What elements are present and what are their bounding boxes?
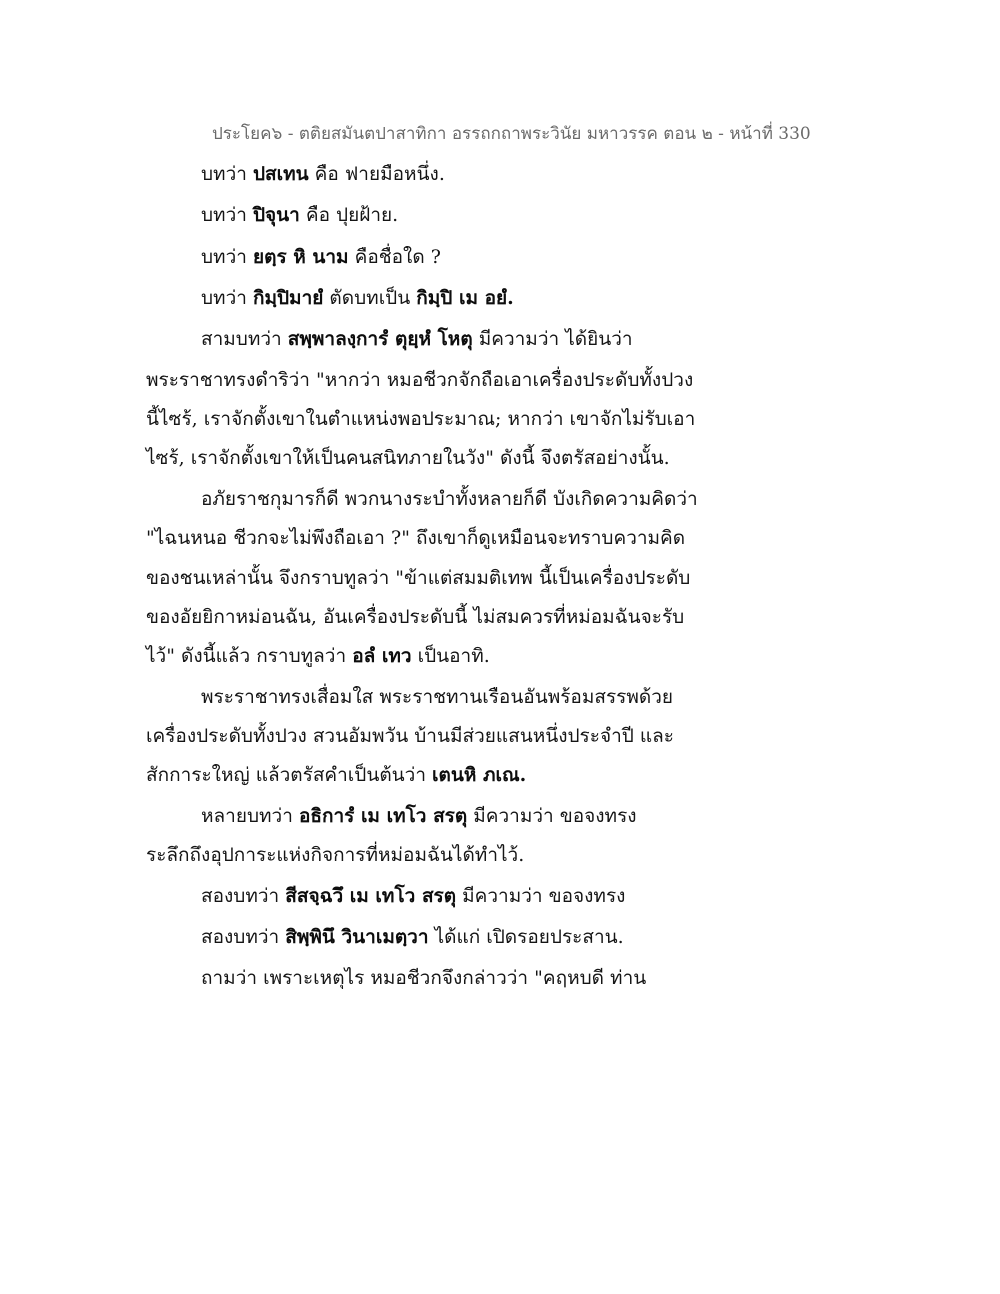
text-line	[201, 963, 646, 993]
text-line	[146, 563, 690, 593]
pali-term: ปสเทน	[252, 163, 309, 185]
text-segment: "ไฉนหนอ ชีวกจะไม่พึงถือเอา ?" ถึงเขาก็ดูเหมือนจะทราบความคิด	[146, 527, 686, 549]
text-segment: หลายบทว่า	[201, 805, 299, 827]
text-line	[201, 801, 637, 831]
text-segment: สองบทว่า	[201, 885, 286, 907]
pali-term: กิมฺปิ เม อยํ.	[416, 287, 514, 309]
text-line	[201, 881, 625, 911]
text-line	[146, 602, 684, 632]
text-segment: คือชื่อใด ?	[348, 246, 441, 268]
text-segment: บทว่า	[201, 204, 253, 226]
text-segment: ของอัยยิกาหม่อนฉัน, อันเครื่องประดับนี้ ไม่สมควรที่หม่อมฉันจะรับ	[146, 606, 685, 628]
pali-term: อลํ เทว	[352, 645, 412, 667]
text-line	[201, 283, 514, 313]
text-line	[146, 404, 695, 434]
pali-term: ยตฺร หิ นาม	[252, 246, 349, 268]
text-segment: มีความว่า ได้ยินว่า	[472, 328, 633, 350]
text-line	[201, 200, 398, 230]
text-line	[201, 324, 633, 354]
text-segment: ไว้" ดังนี้แล้ว กราบทูลว่า	[146, 645, 353, 667]
text-segment: คือ ปุยฝ้าย.	[299, 204, 399, 226]
text-line	[146, 443, 670, 473]
text-segment: มีความว่า ขอจงทรง	[467, 805, 637, 827]
pali-term: กิมฺปิมายํ	[252, 287, 324, 309]
text-line	[146, 523, 685, 553]
text-segment: สักการะใหญ่ แล้วตรัสคำเป็นต้นว่า	[146, 764, 433, 786]
text-segment: พระราชาทรงดำริว่า "หากว่า หมอชีวกจักถือเอาเครื่องประดับทั้งปวง	[146, 369, 694, 391]
pali-term: สีสจฺฉวึ เม เทโว สรตุ	[285, 885, 457, 907]
pali-term: เตนหิ ภเณ.	[432, 764, 527, 786]
text-segment: พระราชาทรงเสื่อมใส พระราชทานเรือนอันพร้อมสรรพด้วย	[201, 686, 674, 708]
text-segment: สามบทว่า	[201, 328, 288, 350]
text-segment: ระลึกถึงอุปการะแห่งกิจการที่หม่อมฉันได้ทำไว้.	[146, 844, 525, 866]
text-line	[201, 242, 441, 272]
text-line	[201, 484, 698, 514]
pali-term: สิพฺพินึ วินาเมตฺวา	[285, 926, 429, 948]
text-segment: เป็นอาทิ.	[411, 645, 490, 667]
text-segment: บทว่า	[201, 287, 253, 309]
text-line	[146, 365, 693, 395]
text-line	[201, 922, 624, 952]
text-segment: มีความว่า ขอจงทรง	[456, 885, 626, 907]
text-line	[146, 840, 524, 870]
text-segment: ถามว่า เพราะเหตุไร หมอชีวกจึงกล่าวว่า "คฤหบดี ท่าน	[201, 967, 647, 989]
pali-term: ปิจุนา	[252, 204, 300, 226]
text-line	[146, 760, 526, 790]
text-segment: ไซร้, เราจักตั้งเขาให้เป็นคนสนิทภายในวัง" ดังนี้ จึงตรัสอย่างนั้น.	[146, 447, 670, 469]
text-segment: อภัยราชกุมารก็ดี พวกนางระบำทั้งหลายก็ดี บังเกิดความคิดว่า	[201, 488, 698, 510]
text-line	[201, 159, 445, 189]
text-segment: เครื่องประดับทั้งปวง สวนอัมพวัน บ้านมีส่วยแสนหนึ่งประจำปี และ	[146, 725, 674, 747]
text-segment: บทว่า	[201, 246, 253, 268]
text-line	[146, 641, 490, 671]
text-line	[146, 721, 674, 751]
running-header: ประโยค๖ - ตติยสมันตปาสาทิกา อรรถกถาพระวินัย มหาวรรค ตอน ๒ - หน้าที่ 330	[212, 124, 811, 144]
text-segment: นี้ไซร้, เราจักตั้งเขาในตำแหน่งพอประมาณ; หากว่า เขาจักไม่รับเอา	[146, 408, 696, 430]
text-line	[201, 682, 673, 712]
text-segment: คือ ฟายมือหนึ่ง.	[308, 163, 445, 185]
text-segment: ตัดบทเป็น	[323, 287, 417, 309]
text-segment: ของชนเหล่านั้น จึงกราบทูลว่า "ข้าแต่สมมติเทพ นี้เป็นเครื่องประดับ	[146, 567, 691, 589]
text-segment: สองบทว่า	[201, 926, 286, 948]
pali-term: สพฺพาลงฺการํ ตุยฺหํ โหตุ	[287, 328, 473, 350]
text-segment: บทว่า	[201, 163, 253, 185]
pali-term: อธิการํ เม เทโว สรตุ	[298, 805, 468, 827]
text-segment: ได้แก่ เปิดรอยประสาน.	[428, 926, 624, 948]
